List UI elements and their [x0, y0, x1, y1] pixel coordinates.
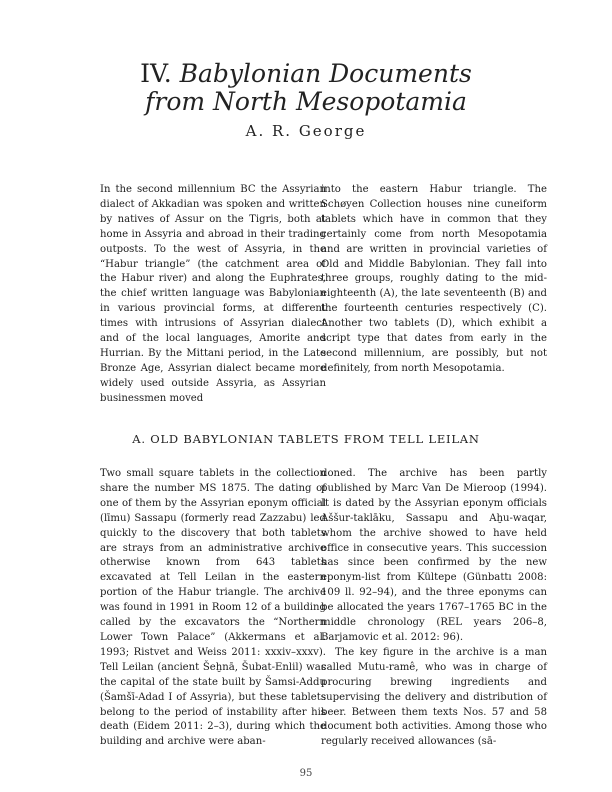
page-number: 95 — [299, 768, 313, 779]
chapter-number: IV. — [140, 59, 172, 88]
intro-column-left — [100, 183, 326, 407]
chapter-title — [0, 60, 612, 116]
section-paragraph-right-1: doned. The archive has been partly published by Marc Van De Mieroop (1994). It is dated by the Assyrian eponym officials Aššur-taklāku, Sassapu and Aḫu-waqar, whom the archive showed to have held office in consecutive years. This succession has since been confirmed by the new eponym-list from Kültepe (Günbattı 2008: 109 ll. 92–94), and the three eponyms can be allocated the years 1767–1765 BC in the middle chronology (REL years 206–8, Barjamovic et al. 2012: 96). — [321, 468, 547, 643]
section-column-left — [100, 467, 326, 750]
intro-paragraph-right: into the eastern Habur triangle. The Schøyen Collection houses nine cuneiform tablets which have in common that they certainly come from north Mesopotamia and are written in provincial varieties of Old and Middle Babylonian. They fall into three groups, roughly dating to the mid-eighteenth (A), the late seventeenth (B) and the fourteenth centuries respectively (C). Another two tablets (D), which exhibit a script type that dates from early in the second millennium, are possibly, but not definitely, from north Mesopotamia. — [321, 184, 547, 374]
section-column-right — [321, 467, 547, 750]
author-name: A. R. George — [245, 122, 367, 140]
chapter-title-line1: Babylonian Documents — [179, 59, 472, 88]
intro-paragraph-left: In the second millennium BC the Assyrian dialect of Akkadian was spoken and written by natives of Assur on the Tigris, both at home in Assyria and abroad in their trading outposts. To the west of Assyria, in the “Habur triangle” (the catchment area of the Habur river) and along the Euphrates, the chief written language was Babylonian in various provincial forms, at different times with intrusions of Assyrian dialect and of the local languages, Amorite and Hurrian. By the Mittani period, in the Late Bronze Age, Assyrian dialect became more widely used outside Assyria, as Assyrian businessmen moved — [100, 184, 326, 404]
intro-column-right — [321, 183, 547, 377]
section-heading: A. OLD BABYLONIAN TABLETS FROM TELL LEILAN — [132, 432, 480, 446]
chapter-title-line2: from North Mesopotamia — [145, 87, 467, 116]
section-paragraph-right-2: The key figure in the archive is a man called Mutu-ramê, who was in charge of procuring brewing ingredients and supervising the delivery and distribution of beer. Between them texts Nos. 57 and 58 document both activities. Among those who regularly received allowances (sā- — [321, 646, 547, 748]
section-paragraph-left: Two small square tablets in the collection share the number MS 1875. The dating of one of them by the Assyrian eponym official (līmu) Sassapu (formerly read Zazzabu) led quickly to the discovery that both tablets are strays from an administrative archive otherwise known from 643 tablets excavated at Tell Leilan in the eastern portion of the Habur triangle. The archive was found in 1991 in Room 12 of a building called by the excavators the “Northern Lower Town Palace” (Akkermans et al. 1993; Ristvet and Weiss 2011: xxxiv–xxxv). Tell Leilan (ancient Šeḫnā, Šubat-Enlil) was the capital of the state built by Šamsi-Addu (Šamšī-Adad I of Assyria), but these tablets belong to the period of instability after his death (Eidem 2011: 2–3), during which the building and archive were aban- — [100, 468, 326, 748]
